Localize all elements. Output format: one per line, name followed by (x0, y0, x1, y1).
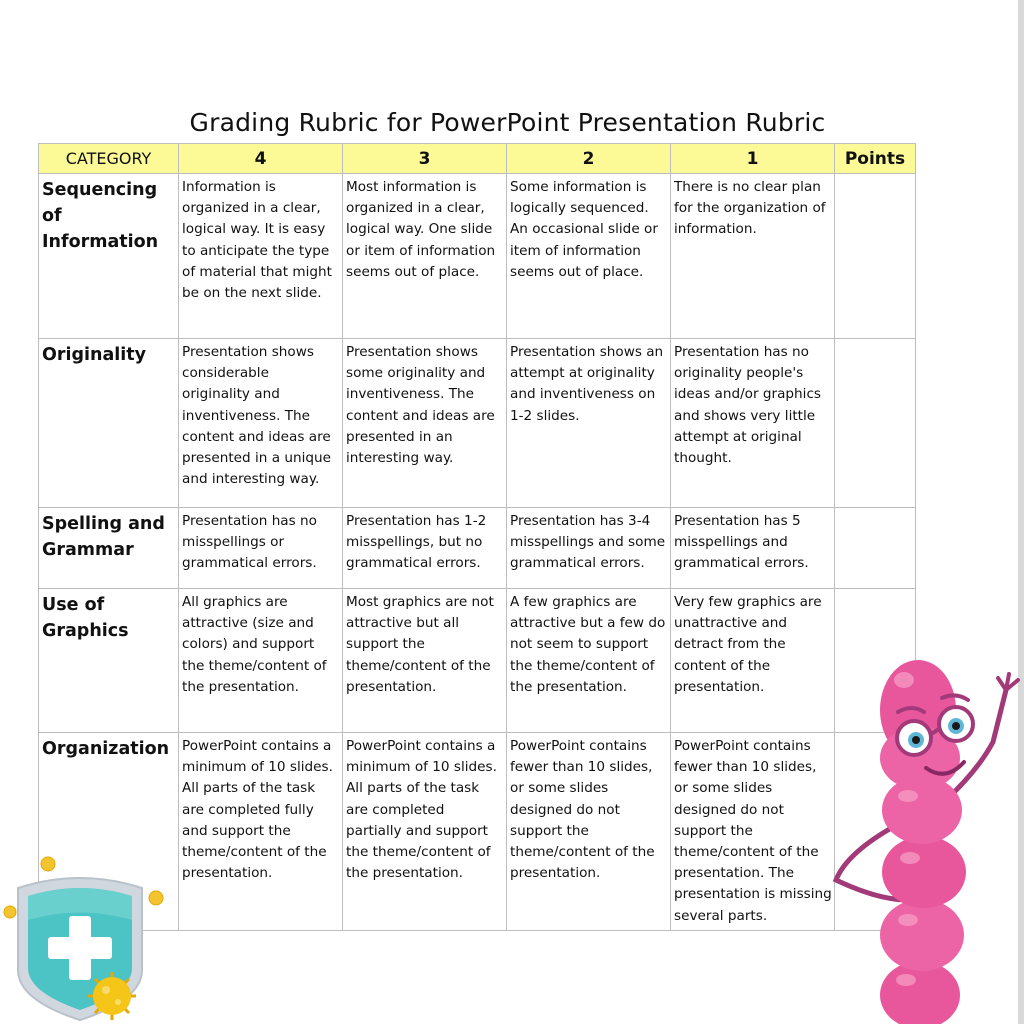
cell-score-2: Presentation has 3-4 misspellings and some grammatical errors. (507, 508, 671, 589)
cell-score-3: Presentation has 1-2 misspellings, but no grammatical errors. (343, 508, 507, 589)
page-title: Grading Rubric for PowerPoint Presentation Rubric (189, 108, 826, 137)
header-score-1: 1 (671, 144, 835, 174)
header-score-4: 4 (179, 144, 343, 174)
cell-score-3: Presentation shows some originality and inventiveness. The content and ideas are presented in an interesting way. (343, 339, 507, 508)
row-category: Organization (39, 733, 179, 931)
cell-score-1: Presentation has no originality people's ideas and/or graphics and shows very little attempt at original thought. (671, 339, 835, 508)
cell-points (835, 508, 916, 589)
rubric-table (38, 143, 916, 931)
header-points: Points (835, 144, 916, 174)
table-row (39, 339, 916, 508)
table-row (39, 174, 916, 339)
table-row (39, 589, 916, 733)
cell-score-1: PowerPoint contains fewer than 10 slides, or some slides designed do not support the theme/content of the presentation. The presentation is missing several parts. (671, 733, 835, 931)
virus-icon (88, 972, 136, 1020)
header-score-3: 3 (343, 144, 507, 174)
cell-points (835, 339, 916, 508)
cell-score-3: Most information is organized in a clear, logical way. One slide or item of information seems out of place. (343, 174, 507, 339)
cell-score-4: Presentation has no misspellings or grammatical errors. (179, 508, 343, 589)
cell-score-4: Presentation shows considerable originality and inventiveness. The content and ideas are presented in a unique and interesting way. (179, 339, 343, 508)
cell-score-1: Very few graphics are unattractive and detract from the content of the presentation. (671, 589, 835, 733)
header-row (39, 144, 916, 174)
cell-score-2: Presentation shows an attempt at originality and inventiveness on 1-2 slides. (507, 339, 671, 508)
cartoon-bacteria-character (828, 650, 1022, 1024)
cell-points (835, 174, 916, 339)
cell-score-1: There is no clear plan for the organization of information. (671, 174, 835, 339)
cell-score-2: PowerPoint contains fewer than 10 slides, or some slides designed do not support the theme/content of the presentation. (507, 733, 671, 931)
shield-plus-icon (0, 850, 180, 1024)
row-category: Use of Graphics (39, 589, 179, 733)
cell-score-3: PowerPoint contains a minimum of 10 slides. All parts of the task are completed partially and support the theme/content of the presentation. (343, 733, 507, 931)
row-category: Sequencing of Information (39, 174, 179, 339)
table-row (39, 508, 916, 589)
cell-score-2: Some information is logically sequenced. An occasional slide or item of information seems out of place. (507, 174, 671, 339)
cell-score-2: A few graphics are attractive but a few do not seem to support the theme/content of the presentation. (507, 589, 671, 733)
header-category: CATEGORY (39, 144, 179, 174)
cell-score-4: PowerPoint contains a minimum of 10 slides. All parts of the task are completed fully and support the theme/content of the presentation. (179, 733, 343, 931)
header-score-2: 2 (507, 144, 671, 174)
row-category: Originality (39, 339, 179, 508)
row-category: Spelling and Grammar (39, 508, 179, 589)
cell-score-4: All graphics are attractive (size and colors) and support the theme/content of the presentation. (179, 589, 343, 733)
cell-score-4: Information is organized in a clear, logical way. It is easy to anticipate the type of material that might be on the next slide. (179, 174, 343, 339)
cell-score-1: Presentation has 5 misspellings and grammatical errors. (671, 508, 835, 589)
cell-score-3: Most graphics are not attractive but all support the theme/content of the presentation. (343, 589, 507, 733)
